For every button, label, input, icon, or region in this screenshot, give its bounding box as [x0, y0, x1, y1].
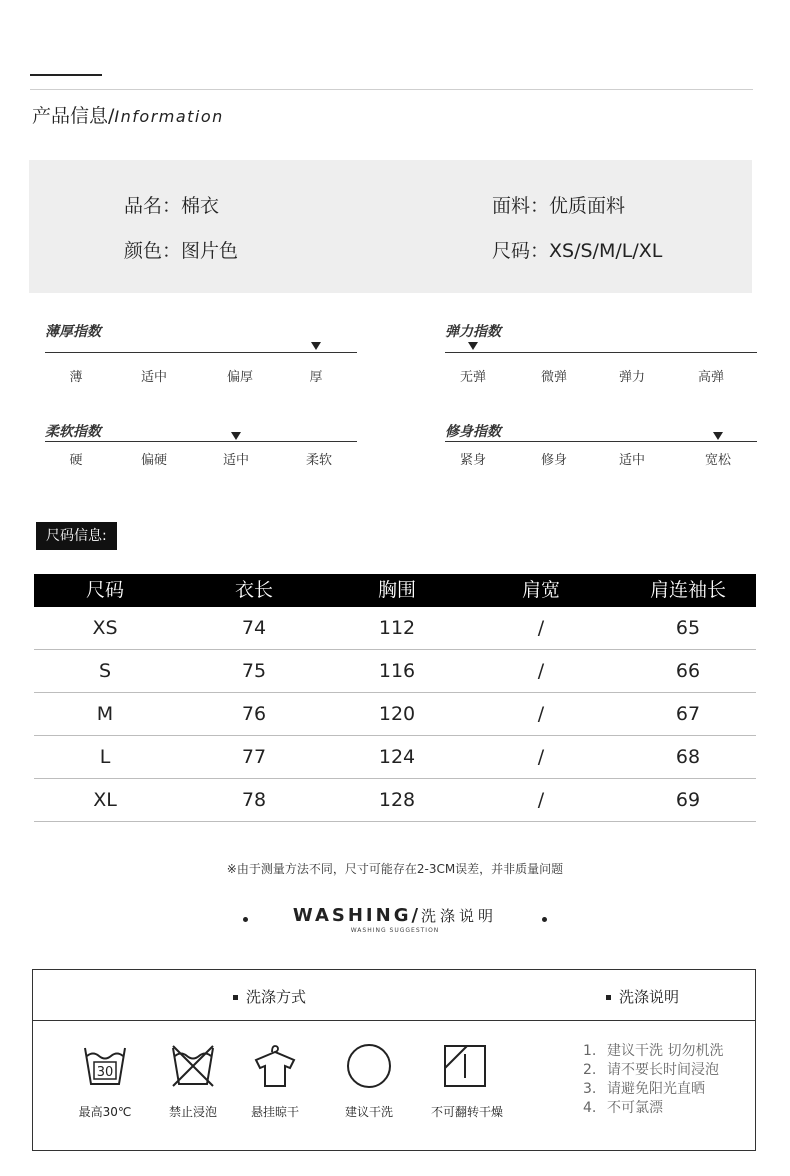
table-cell: / — [537, 703, 545, 725]
table-cell: 74 — [241, 617, 267, 639]
header-cell: 肩宽 — [521, 579, 560, 601]
table-cell: / — [537, 746, 545, 768]
care-label: 建议干洗 — [344, 1105, 393, 1119]
table-cell: 65 — [675, 617, 701, 639]
care-label: 悬挂晾干 — [250, 1105, 299, 1119]
scale-label: 弹力 — [618, 370, 645, 385]
scale-label: 柔软 — [305, 453, 332, 468]
table-cell: 124 — [378, 746, 416, 768]
scale-title: 修身指数 — [445, 424, 501, 440]
measurement-note: ※由于测量方法不同，尺寸可能存在2-3CM误差，并非质量问题 — [226, 862, 564, 876]
table-cell: 78 — [241, 789, 267, 811]
no-soak-icon — [169, 1042, 217, 1094]
scale-label: 偏厚 — [226, 370, 253, 385]
header-cell: 胸围 — [377, 579, 416, 601]
table-row — [34, 736, 756, 779]
table-cell: / — [537, 660, 545, 682]
table-cell: / — [537, 789, 545, 811]
product-size: 尺码：XS/S/M/L/XL — [492, 240, 663, 262]
table-row — [34, 693, 756, 736]
bullet-dot — [542, 917, 547, 922]
size-table — [34, 574, 756, 822]
table-cell: 66 — [675, 660, 701, 682]
scale-label: 适中 — [140, 370, 167, 385]
scale-title: 弹力指数 — [445, 324, 501, 340]
table-cell: 116 — [378, 660, 416, 682]
washing-heading — [0, 905, 790, 934]
scale-title: 柔软指数 — [45, 424, 101, 440]
wash-notes-header — [606, 986, 679, 1007]
scale-label: 薄 — [69, 370, 83, 385]
scale-label: 微弹 — [540, 370, 567, 385]
list-number: 3. — [583, 1081, 597, 1097]
scale-label: 适中 — [222, 453, 249, 468]
header-rule — [30, 89, 753, 90]
wash-temp-text: 30 — [96, 1065, 114, 1080]
header-accent-rule — [30, 74, 102, 76]
list-item — [583, 1061, 723, 1080]
scale-marker — [468, 342, 478, 350]
table-cell: 67 — [675, 703, 701, 725]
list-text: 不可氯漂 — [607, 1100, 663, 1116]
no-tumble-dry-icon — [441, 1042, 489, 1094]
size-info-tag: 尺码信息: — [36, 522, 117, 550]
scale-line — [445, 441, 757, 442]
scale-label: 无弹 — [459, 370, 486, 385]
table-cell: / — [537, 617, 545, 639]
product-color: 颜色：图片色 — [124, 240, 239, 262]
table-cell: 75 — [241, 660, 267, 682]
product-fabric: 面料：优质面料 — [492, 195, 626, 217]
wash-30-icon — [81, 1042, 129, 1094]
square-bullet-icon — [606, 995, 611, 1000]
scale-label: 修身 — [540, 453, 567, 468]
care-label: 禁止浸泡 — [168, 1105, 217, 1119]
scale-title: 薄厚指数 — [45, 324, 101, 340]
product-info-title-en: Information — [114, 107, 224, 126]
table-cell: XS — [92, 617, 118, 639]
wash-method-header-label: 洗涤方式 — [246, 988, 307, 1006]
scale-label: 偏硬 — [140, 453, 167, 468]
header-cell: 肩连袖长 — [649, 579, 726, 601]
table-cell: L — [99, 746, 111, 768]
scale-line — [45, 441, 357, 442]
wash-notes-header-label: 洗涤说明 — [619, 988, 680, 1006]
scale-label: 高弹 — [697, 370, 724, 385]
table-cell: 112 — [378, 617, 416, 639]
scale-label: 硬 — [69, 453, 83, 468]
scale-label: 紧身 — [459, 453, 486, 468]
table-row — [34, 779, 756, 822]
header-cell: 衣长 — [234, 579, 273, 601]
table-cell: 77 — [241, 746, 267, 768]
washing-subtitle: WASHING SUGGESTION — [350, 927, 440, 934]
care-notes-list — [583, 1042, 723, 1118]
dry-clean-icon — [345, 1042, 393, 1094]
table-row — [34, 650, 756, 693]
table-cell: XL — [93, 789, 117, 811]
scale-line — [445, 352, 757, 353]
wash-method-header — [233, 986, 306, 1007]
care-header — [33, 970, 755, 1021]
hang-dry-icon — [250, 1042, 300, 1094]
table-cell: 69 — [675, 789, 701, 811]
washing-title-en: WASHING/ — [292, 905, 422, 926]
list-text: 请避免阳光直晒 — [607, 1081, 705, 1097]
care-label: 不可翻转干燥 — [430, 1105, 503, 1119]
table-cell: 120 — [378, 703, 416, 725]
scale-label: 适中 — [618, 453, 645, 468]
product-info-box — [29, 160, 752, 293]
size-table-header — [34, 574, 756, 607]
list-item — [583, 1042, 723, 1061]
table-cell: S — [98, 660, 112, 682]
bullet-dot — [243, 917, 248, 922]
table-row — [34, 607, 756, 650]
list-number: 1. — [583, 1043, 597, 1059]
care-label: 最高30℃ — [78, 1105, 132, 1119]
scale-line — [45, 352, 357, 353]
table-cell: M — [96, 703, 114, 725]
table-cell: 68 — [675, 746, 701, 768]
list-text: 建议干洗 切勿机洗 — [607, 1043, 724, 1059]
scale-marker — [311, 342, 321, 350]
table-cell: 76 — [241, 703, 267, 725]
list-item — [583, 1080, 723, 1099]
scale-marker — [231, 432, 241, 440]
scale-label: 宽松 — [704, 453, 731, 468]
header-cell: 尺码 — [85, 579, 124, 601]
list-number: 2. — [583, 1062, 597, 1078]
care-instructions-box — [32, 969, 756, 1151]
scale-marker — [713, 432, 723, 440]
list-text: 请不要长时间浸泡 — [607, 1062, 719, 1078]
list-number: 4. — [583, 1100, 597, 1116]
product-info-title-cn: 产品信息/ — [32, 105, 115, 127]
scale-label: 厚 — [309, 370, 323, 385]
product-info-title — [32, 101, 224, 128]
list-item — [583, 1099, 723, 1118]
product-name: 品名：棉衣 — [124, 195, 220, 217]
table-cell: 128 — [378, 789, 416, 811]
square-bullet-icon — [233, 995, 238, 1000]
washing-title-cn: 洗涤说明 — [421, 907, 498, 925]
washing-title — [293, 905, 497, 926]
